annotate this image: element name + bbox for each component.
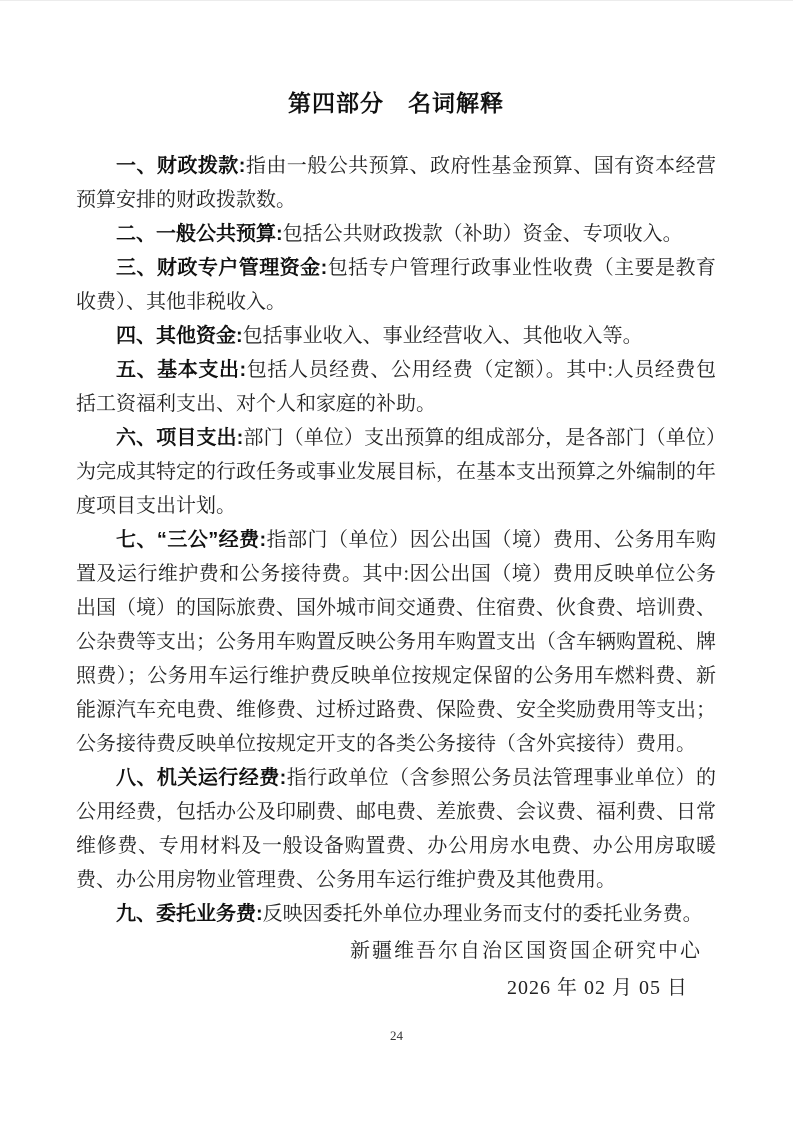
page-title: 第四部分 名词解释 bbox=[288, 90, 504, 116]
definition-term: 八、机关运行经费: bbox=[116, 767, 287, 789]
definition-item bbox=[76, 523, 716, 761]
definition-term: 四、其他资金: bbox=[116, 325, 243, 347]
definition-text: 包括公共财政拨款（补助）资金、专项收入。 bbox=[282, 223, 683, 245]
definition-term: 五、基本支出: bbox=[116, 359, 247, 381]
definition-text: 部门（单位）支出预算的组成部分，是各部门（单位）为完成其特定的行政任务或事业发展目标，在基本支出预算之外编制的年度项目支出计划。 bbox=[76, 427, 716, 517]
issuer-signature: 新疆维吾尔自治区国资国企研究中心 bbox=[350, 940, 702, 962]
definitions-list bbox=[76, 149, 716, 931]
definition-term: 二、一般公共预算: bbox=[116, 223, 283, 245]
definition-item bbox=[76, 149, 716, 217]
definition-item bbox=[76, 217, 716, 251]
definition-term: 三、财政专户管理资金: bbox=[116, 257, 328, 279]
definition-text: 反映因委托外单位办理业务而支付的委托业务费。 bbox=[262, 903, 703, 925]
definition-item bbox=[76, 761, 716, 897]
page-number: 24 bbox=[390, 1028, 403, 1043]
definition-term: 九、委托业务费: bbox=[116, 903, 263, 925]
definition-text: 指行政单位（含参照公务员法管理事业单位）的公用经费，包括办公及印刷费、邮电费、差旅费、会议费、福利费、日常维修费、专用材料及一般设备购置费、办公用房水电费、办公用房取暖费、办公用房物业管理费、公务用车运行维护费及其他费用。 bbox=[76, 767, 716, 891]
definition-item bbox=[76, 421, 716, 523]
definition-term: 六、项目支出: bbox=[116, 427, 244, 449]
definition-term: 七、“三公”经费: bbox=[116, 529, 267, 551]
definition-text: 包括事业收入、事业经营收入、其他收入等。 bbox=[242, 325, 643, 347]
definition-item bbox=[76, 319, 716, 353]
definition-text: 指由一般公共预算、政府性基金预算、国有资本经营预算安排的财政拨款数。 bbox=[76, 155, 716, 211]
definition-text: 指部门（单位）因公出国（境）费用、公务用车购置及运行维护费和公务接待费。其中:因公出国（境）费用反映单位公务出国（境）的国际旅费、国外城市间交通费、住宿费、伙食费、培训费、公杂费等支出；公务用车购置反映公务用车购置支出（含车辆购置税、牌照费）；公务用车运行维护费反映单位按规定保留的公务用车燃料费、新能源汽车充电费、维修费、过桥过路费、保险费、安全奖励费用等支出；公务接待费反映单位按规定开支的各类公务接待（含外宾接待）费用。 bbox=[76, 529, 716, 755]
definition-item bbox=[76, 353, 716, 421]
definition-item bbox=[76, 897, 716, 931]
issue-date: 2026 年 02 月 05 日 bbox=[507, 977, 688, 999]
definition-term: 一、财政拨款: bbox=[116, 155, 246, 177]
definition-text: 包括专户管理行政事业性收费（主要是教育收费）、其他非税收入。 bbox=[76, 257, 716, 313]
definition-text: 包括人员经费、公用经费（定额）。其中:人员经费包括工资福利支出、对个人和家庭的补助。 bbox=[76, 359, 716, 415]
definition-item bbox=[76, 251, 716, 319]
